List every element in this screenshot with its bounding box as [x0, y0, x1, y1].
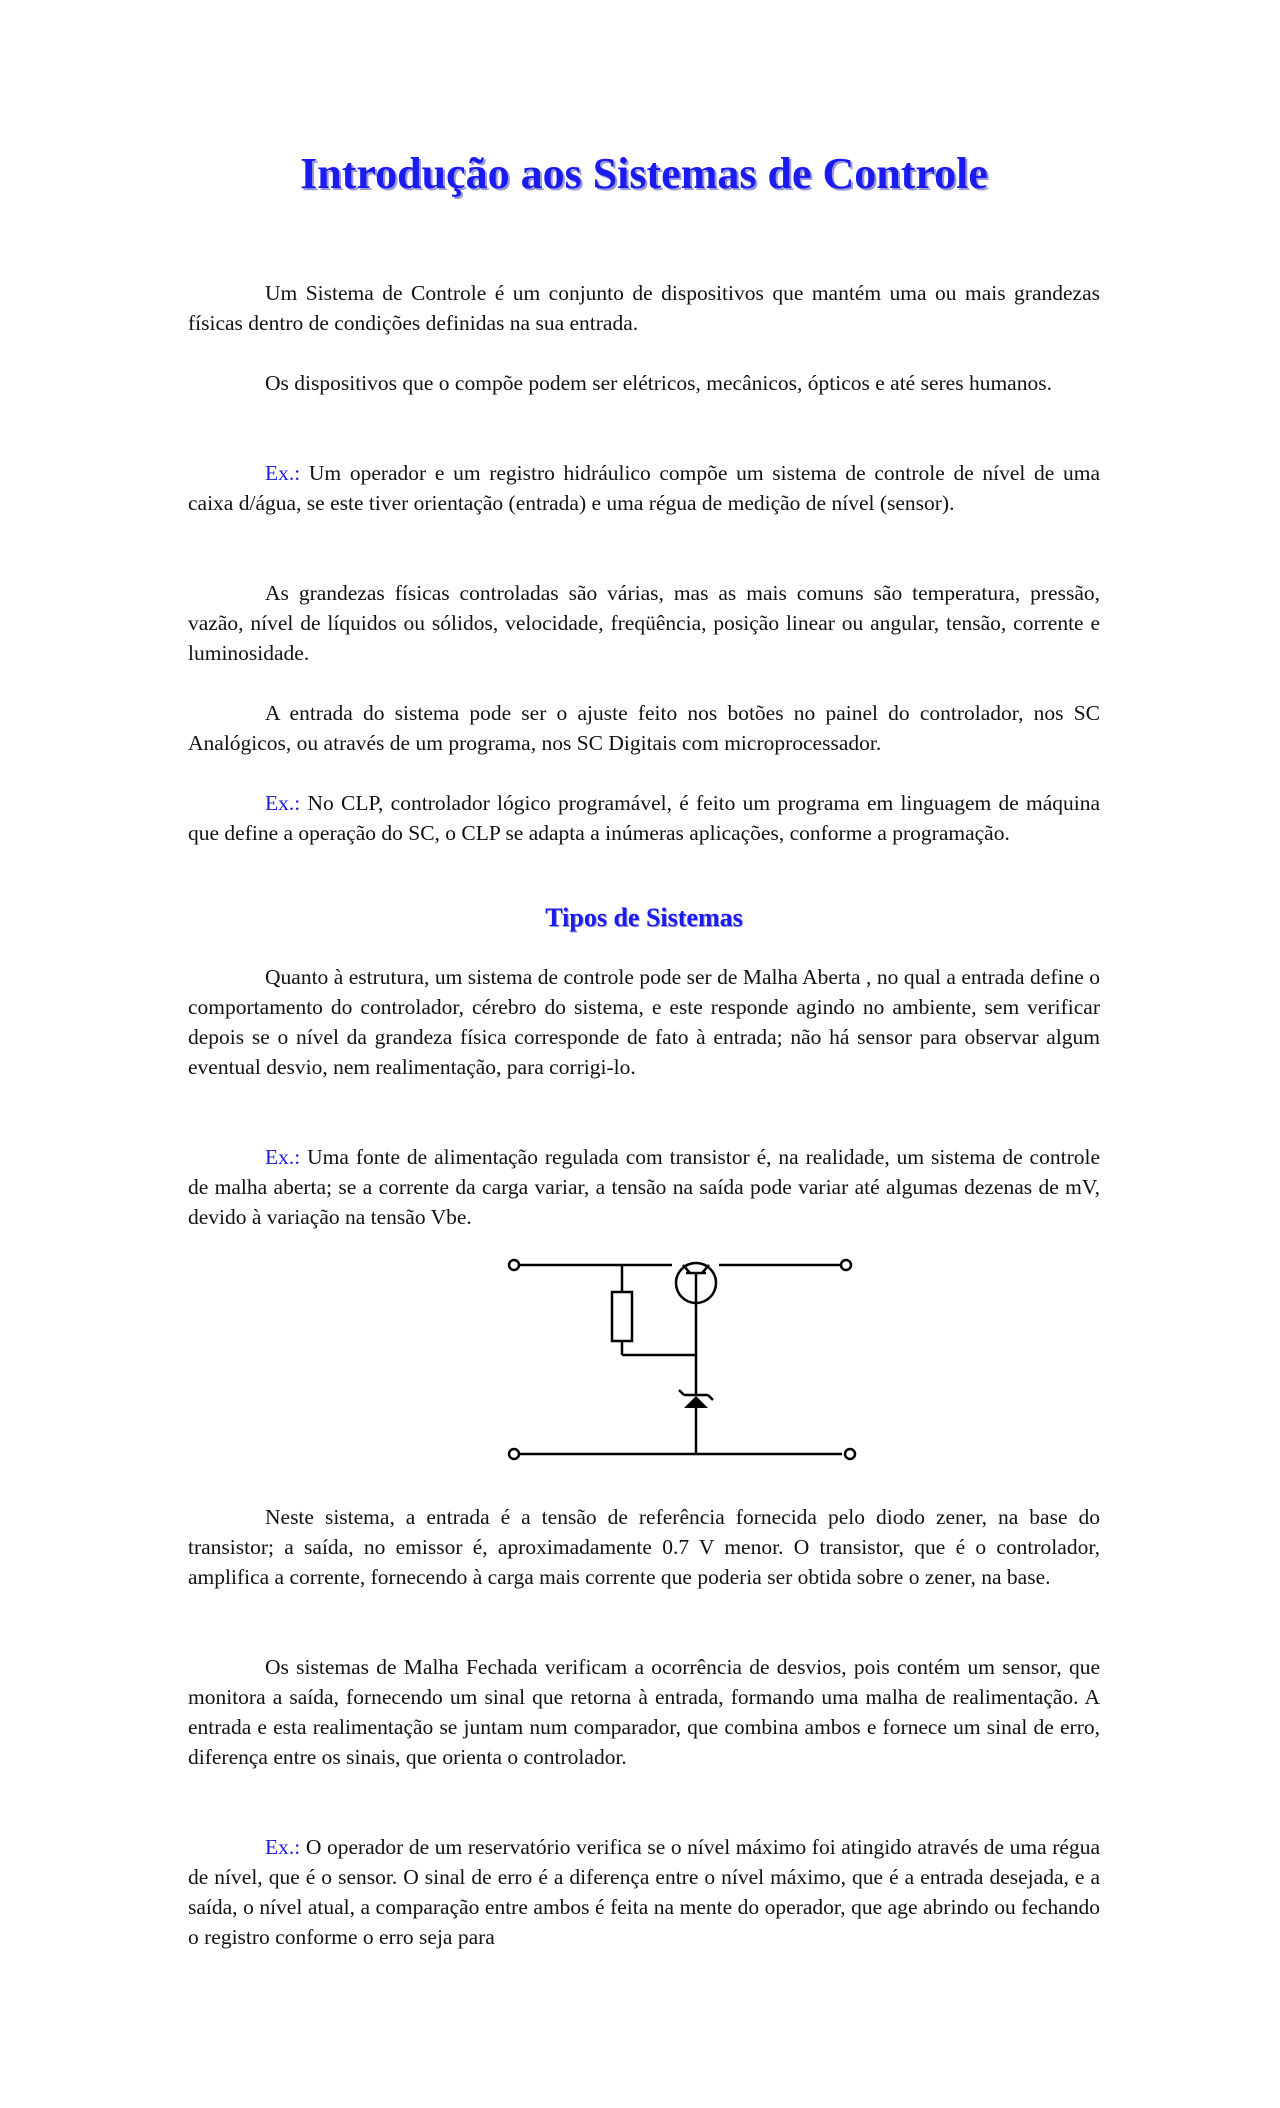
example-label: Ex.:	[265, 791, 301, 815]
zener-triangle	[684, 1396, 708, 1408]
example-label: Ex.:	[265, 1145, 301, 1169]
paragraph-closed-loop	[188, 1652, 1100, 1772]
paragraph-text: Os dispositivos que o compõe podem ser elétricos, mecânicos, ópticos e até seres humanos.	[265, 371, 1052, 395]
terminal-bottom-left	[509, 1449, 519, 1459]
transistor-emitter	[702, 1265, 709, 1273]
paragraph-example-operator	[188, 458, 1100, 518]
paragraph-text: Neste sistema, a entrada é a tensão de referência fornecida pelo diodo zener, na base do transistor; a saída, no emissor é, aproximadamente 0.7 V menor. O transistor, que é o controlador, amplifica a corrente, fornecendo à carga mais corrente que poderia ser obtida sobre o zener, na base.	[188, 1505, 1100, 1589]
paragraph-example-reservoir	[188, 1832, 1100, 1952]
zener-bar-tail-right	[708, 1395, 713, 1400]
example-label: Ex.:	[265, 461, 301, 485]
paragraph-example-power-supply	[188, 1142, 1100, 1232]
paragraph-quantities	[188, 578, 1100, 668]
paragraph-text: A entrada do sistema pode ser o ajuste feito nos botões no painel do controlador, nos SC Analógicos, ou através de um programa, nos SC Digitais com microprocessador.	[188, 701, 1100, 755]
paragraph-definition	[188, 278, 1100, 338]
resistor	[612, 1292, 632, 1341]
paragraph-text: No CLP, controlador lógico programável, é feito um programa em linguagem de máquina que define a operação do SC, o CLP se adapta a inúmeras aplicações, conforme a programação.	[188, 791, 1101, 845]
paragraph-text: O operador de um reservatório verifica se o nível máximo foi atingido através de uma régua de nível, que é o sensor. O sinal de erro é a diferença entre o nível máximo, que é a entrada desejada, e a saída, o nível atual, a comparação entre ambos é feita na mente do operador, que age abrindo ou fechando o registro conforme o erro seja para	[188, 1835, 1101, 1949]
paragraph-text: Quanto à estrutura, um sistema de controle pode ser de Malha Aberta , no qual a entrada define o comportamento do controlador, cérebro do sistema, e este responde agindo no ambiente, sem verificar depois se o nível da grandeza física corresponde de fato à entrada; não há sensor para observar algum eventual desvio, nem realimentação, para corrigi-lo.	[188, 965, 1100, 1079]
paragraph-text: Uma fonte de alimentação regulada com transistor é, na realidade, um sistema de controle de malha aberta; se a corrente da carga variar, a tensão na saída pode variar até algumas dezenas de mV, devido à variação na tensão Vbe.	[188, 1145, 1100, 1229]
terminal-top-left	[509, 1260, 519, 1270]
paragraph-text: As grandezas físicas controladas são várias, mas as mais comuns são temperatura, pressão, vazão, nível de líquidos ou sólidos, velocidade, freqüência, posição linear ou angular, tensão, corrente e luminosidade.	[188, 581, 1100, 665]
example-label: Ex.:	[265, 1835, 301, 1859]
paragraph-input	[188, 698, 1100, 758]
terminal-bottom-right	[845, 1449, 855, 1459]
transistor-body	[676, 1263, 716, 1303]
terminal-top-right	[841, 1260, 851, 1270]
transistor-collector	[683, 1265, 690, 1273]
paragraph-open-loop	[188, 962, 1100, 1082]
section-title: Tipos de Sistemas	[545, 903, 743, 932]
paragraph-example-clp	[188, 788, 1100, 848]
paragraph-zener	[188, 1502, 1100, 1592]
paragraph-text: Um Sistema de Controle é um conjunto de dispositivos que mantém uma ou mais grandezas físicas dentro de condições definidas na sua entrada.	[188, 281, 1100, 335]
paragraph-devices	[188, 368, 1100, 398]
paragraph-text: Um operador e um registro hidráulico compõe um sistema de controle de nível de uma caixa d/água, se este tiver orientação (entrada) e uma régua de medição de nível (sensor).	[188, 461, 1101, 515]
paragraph-text: Os sistemas de Malha Fechada verificam a ocorrência de desvios, pois contém um sensor, que monitora a saída, fornecendo um sinal que retorna à entrada, formando uma malha de realimentação. A entrada e esta realimentação se juntam num comparador, que combina ambos e fornece um sinal de erro, diferença entre os sinais, que orienta o controlador.	[188, 1655, 1100, 1769]
zener-bar-tail-left	[679, 1390, 684, 1395]
page-title: Introdução aos Sistemas de Controle	[300, 149, 988, 198]
